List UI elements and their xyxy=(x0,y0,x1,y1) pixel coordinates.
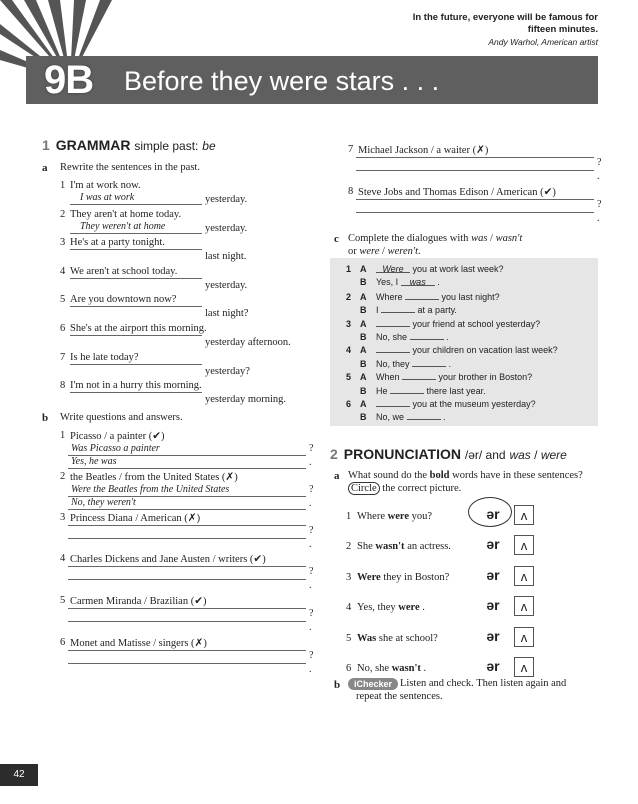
dialogue-speaker: B xyxy=(360,277,367,288)
slash: / xyxy=(379,246,388,257)
item-number: 4 xyxy=(346,602,352,614)
period: . xyxy=(418,246,421,257)
item-number: 3 xyxy=(60,237,66,249)
question-mark: ? xyxy=(309,566,314,577)
question-mark: ? xyxy=(597,199,602,210)
item-number: 8 xyxy=(60,380,66,392)
part-a-label: a xyxy=(42,162,48,174)
dialogue-blank[interactable] xyxy=(405,291,439,300)
question-field[interactable] xyxy=(356,157,594,158)
item-number: 5 xyxy=(346,632,352,644)
dialogue-text: you last night? xyxy=(441,291,500,302)
dialogue-text: No, she xyxy=(376,332,408,342)
caret-picture[interactable]: ʌ xyxy=(514,566,534,586)
question-field[interactable] xyxy=(68,566,306,567)
item-prompt: Princess Diana / American (✗) xyxy=(70,513,201,524)
answer-field[interactable] xyxy=(68,579,306,580)
bold-word: Was xyxy=(357,632,377,644)
answer-suffix: yesterday afternoon. xyxy=(205,337,291,348)
item-prompt: Are you downtown now? xyxy=(70,294,177,306)
answer-field[interactable]: No, they weren't xyxy=(68,497,306,510)
dialogue-speaker: A xyxy=(360,399,367,409)
dialogue-number: 5 xyxy=(346,372,352,383)
item-number: 3 xyxy=(346,571,352,583)
answer-suffix: yesterday. xyxy=(205,194,248,205)
caret-picture[interactable]: ʌ xyxy=(514,535,534,555)
answer-suffix: last night. xyxy=(205,251,247,263)
answer-suffix: last night? xyxy=(205,308,249,320)
question-mark: ? xyxy=(309,484,314,495)
question-mark: ? xyxy=(309,608,314,619)
answer-field[interactable]: Yes, he was xyxy=(68,456,306,469)
er-picture[interactable]: ər xyxy=(486,536,500,553)
pronunciation-sentence xyxy=(346,602,425,613)
word-were: were xyxy=(359,246,380,257)
item-prompt: Steve Jobs and Thomas Edison / American (✔) xyxy=(358,187,556,198)
slash: / xyxy=(530,448,541,462)
pron-part-b-line1: Listen and check. Then listen again and xyxy=(400,678,567,689)
dialogue-speaker: B xyxy=(360,358,367,369)
answer-suffix: yesterday morning. xyxy=(205,394,287,406)
instruction-text: words have in these sentences? xyxy=(452,470,583,481)
dialogue-text: Yes, I xyxy=(376,277,399,288)
item-number: 1 xyxy=(60,180,66,191)
bold-word: were xyxy=(398,602,420,614)
dialogue-line xyxy=(346,398,536,409)
question-mark: ? xyxy=(309,650,314,661)
instruction-text: What sound do the xyxy=(348,470,428,481)
dialogue-line xyxy=(346,371,532,382)
item-number: 6 xyxy=(346,663,352,674)
quote-author: Andy Warhol, American artist xyxy=(488,37,598,47)
dialogue-number: 2 xyxy=(346,291,352,302)
dialogue-text: . xyxy=(446,332,449,342)
answer-field[interactable] xyxy=(70,249,202,250)
quote-line-2: fifteen minutes. xyxy=(527,24,598,35)
answer-field[interactable] xyxy=(356,170,594,171)
sentence-text: . xyxy=(423,663,427,674)
bold-word: wasn't xyxy=(391,663,421,674)
question-field[interactable]: Was Picasso a painter xyxy=(68,443,306,456)
dialogue-text: When xyxy=(376,372,400,383)
item-prompt: Is he late today? xyxy=(70,351,139,363)
dialogue-line xyxy=(346,277,440,287)
item-prompt: Charles Dickens and Jane Austen / writers (✔) xyxy=(70,554,266,565)
dialogue-text: . xyxy=(448,358,452,369)
period: . xyxy=(309,622,312,633)
unit-number: 9B xyxy=(44,58,94,102)
sentence-text: No, she xyxy=(357,663,390,674)
dialogue-text: . xyxy=(437,277,440,288)
part-c-label: c xyxy=(334,233,339,245)
pronunciation-sentence xyxy=(346,633,438,644)
item-prompt: Michael Jackson / a waiter (✗) xyxy=(358,145,489,156)
dialogue-number: 4 xyxy=(346,345,352,356)
item-prompt: They aren't at home today. xyxy=(70,208,182,220)
item-number: 7 xyxy=(60,351,66,363)
dialogue-line xyxy=(346,318,540,329)
answer-field[interactable] xyxy=(356,212,594,213)
er-picture[interactable]: ər xyxy=(486,566,500,583)
answer-field[interactable] xyxy=(70,392,202,393)
dialogue-text: No, we xyxy=(376,412,405,423)
item-prompt: We aren't at school today. xyxy=(70,265,178,277)
word-or: or xyxy=(348,246,357,257)
dialogue-speaker: B xyxy=(360,385,367,396)
answer-suffix: yesterday? xyxy=(205,365,250,377)
page-number: 42 xyxy=(0,764,38,786)
item-number: 8 xyxy=(348,186,354,197)
item-prompt: Picasso / a painter (✔) xyxy=(70,431,165,442)
period: . xyxy=(309,457,312,468)
answer-field[interactable]: I was at work xyxy=(70,192,202,205)
word-were: were xyxy=(540,448,567,462)
question-mark: ? xyxy=(309,525,314,536)
dialogue-text: No, they xyxy=(376,358,410,369)
dialogue-blank[interactable] xyxy=(390,385,424,394)
ichecker-badge[interactable]: iChecker xyxy=(348,678,398,690)
dialogue-line xyxy=(346,344,558,355)
word-bold: bold xyxy=(429,470,450,481)
section-subtitle: simple past: xyxy=(134,139,199,153)
pronunciation-sentence xyxy=(346,511,432,522)
item-number: 5 xyxy=(60,595,66,606)
dialogue-number: 3 xyxy=(346,318,352,329)
word-wasnt: wasn't xyxy=(495,233,523,244)
dialogue-line xyxy=(346,264,504,274)
question-mark: ? xyxy=(597,157,602,168)
pronunciation-sentence xyxy=(346,663,426,674)
section-subtitle-be: be xyxy=(202,139,216,153)
dialogue-line xyxy=(346,291,500,302)
caret-picture[interactable]: ʌ xyxy=(514,627,534,647)
sentence-text: She xyxy=(357,541,373,553)
question-field[interactable]: Were the Beatles from the United States xyxy=(68,484,306,497)
dialogue-blank[interactable] xyxy=(376,398,410,407)
pron-part-a-instruction-2 xyxy=(348,483,461,494)
section-title: GRAMMAR xyxy=(55,137,131,153)
item-number: 2 xyxy=(60,471,66,482)
part-b-label: b xyxy=(42,412,49,424)
section-number: 1 xyxy=(42,137,50,153)
item-number: 2 xyxy=(60,208,66,220)
er-picture[interactable]: ər xyxy=(486,627,500,644)
item-number: 6 xyxy=(60,637,66,648)
dialogue-text: there last year. xyxy=(426,385,486,396)
item-prompt: the Beatles / from the United States (✗) xyxy=(70,472,238,483)
dialogue-speaker: A xyxy=(360,291,367,302)
part-a-instruction: Rewrite the sentences in the past. xyxy=(60,162,200,173)
period: . xyxy=(597,213,600,224)
period: . xyxy=(309,539,312,550)
question-field[interactable] xyxy=(68,608,306,609)
dialogue-number: 1 xyxy=(346,264,352,274)
instruction-text: the correct picture. xyxy=(379,483,462,494)
dialogue-speaker: A xyxy=(360,372,367,383)
quote-line-1: In the future, everyone will be famous for xyxy=(412,12,598,23)
item-prompt: Carmen Miranda / Brazilian (✔) xyxy=(70,596,207,607)
question-field[interactable] xyxy=(356,199,594,200)
question-field[interactable] xyxy=(68,650,306,651)
dialogue-text: your friend at school yesterday? xyxy=(412,318,541,329)
caret-picture[interactable]: ʌ xyxy=(514,657,534,677)
answer-field[interactable] xyxy=(70,335,202,336)
dialogue-speaker: B xyxy=(360,412,367,423)
quote xyxy=(413,12,598,49)
dialogue-line xyxy=(346,358,451,369)
item-number: 6 xyxy=(60,323,66,334)
sentence-text: Where xyxy=(357,511,385,522)
answer-field[interactable] xyxy=(68,538,306,539)
dialogue-blank[interactable] xyxy=(402,371,436,380)
dialogue-speaker: B xyxy=(360,305,367,316)
dialogue-speaker: A xyxy=(360,318,367,329)
dialogue-text: at a party. xyxy=(417,305,457,316)
answer-field[interactable] xyxy=(68,663,306,664)
pronunciation-heading xyxy=(330,446,567,462)
dialogue-text: I xyxy=(376,305,379,316)
item-prompt: I'm not in a hurry this morning. xyxy=(70,380,202,392)
answer-field[interactable]: They weren't at home xyxy=(70,221,202,234)
pron-part-a-label: a xyxy=(334,470,340,482)
dialogue-blank[interactable] xyxy=(412,358,446,367)
question-field[interactable] xyxy=(68,525,306,526)
item-number: 1 xyxy=(346,511,352,522)
item-number: 4 xyxy=(60,553,66,564)
answer-suffix: yesterday. xyxy=(205,222,248,234)
er-picture[interactable]: ər xyxy=(486,658,500,674)
period: . xyxy=(597,171,600,182)
pron-part-a-instruction xyxy=(348,470,583,481)
circle-word: Circle xyxy=(348,482,380,495)
page-title: Before they were stars . . . xyxy=(124,66,440,96)
dialogue-speaker: A xyxy=(360,345,367,356)
dialogue-text: . xyxy=(443,412,446,423)
answer-suffix: yesterday. xyxy=(205,279,248,291)
part-c-text: Complete the dialogues with xyxy=(348,233,469,244)
grammar-heading xyxy=(42,137,216,153)
slash: / xyxy=(487,233,496,244)
pron-part-b-line2: repeat the sentences. xyxy=(356,691,443,702)
er-picture[interactable]: ər xyxy=(486,597,500,614)
dialogue-text: He xyxy=(376,385,388,396)
caret-picture[interactable]: ʌ xyxy=(514,505,534,525)
caret-picture[interactable]: ʌ xyxy=(514,596,534,616)
word-was: was xyxy=(509,448,531,462)
word-was: was xyxy=(471,233,488,244)
item-number: 5 xyxy=(60,294,66,306)
dialogue-blank[interactable]: Were xyxy=(376,264,410,273)
section-title: PRONUNCIATION xyxy=(343,446,461,462)
item-number: 2 xyxy=(346,541,352,553)
dialogue-text: Where xyxy=(376,291,403,302)
sentence-text: . xyxy=(422,602,425,614)
part-c-instruction-line1 xyxy=(348,233,522,244)
dialogue-speaker: A xyxy=(360,264,367,274)
dialogue-blank[interactable]: was xyxy=(401,277,435,286)
item-prompt: I'm at work now. xyxy=(70,180,141,191)
answer-circle xyxy=(468,497,512,527)
answer-field[interactable] xyxy=(70,364,202,365)
pron-part-b-label: b xyxy=(334,679,341,691)
answer-field[interactable] xyxy=(68,621,306,622)
dialogue-text: your children on vacation last week? xyxy=(412,345,558,356)
period: . xyxy=(309,498,312,509)
pronunciation-sentence xyxy=(346,541,451,552)
section-subtitle: /ər/ and xyxy=(464,448,506,462)
item-prompt: She's at the airport this morning. xyxy=(70,323,207,334)
item-prompt: Monet and Matisse / singers (✗) xyxy=(70,638,207,649)
sentence-text: Yes, they xyxy=(357,602,396,614)
dialogue-blank[interactable] xyxy=(376,318,410,327)
dialogue-text: you at work last week? xyxy=(412,264,504,274)
bold-word: were xyxy=(387,511,409,522)
sentence-text: they in Boston? xyxy=(383,571,450,583)
pronunciation-sentence xyxy=(346,572,449,583)
dialogue-blank[interactable] xyxy=(376,344,410,353)
item-number: 3 xyxy=(60,512,66,523)
word-werent: weren't xyxy=(387,246,419,257)
period: . xyxy=(309,664,312,675)
dialogue-line xyxy=(346,331,449,342)
answer-field[interactable] xyxy=(70,306,202,307)
er-picture[interactable]: ər xyxy=(486,506,500,522)
sentence-text: you? xyxy=(411,511,433,522)
sentence-text: an actress. xyxy=(407,541,451,553)
part-b-instruction: Write questions and answers. xyxy=(60,412,183,423)
dialogue-number: 6 xyxy=(346,399,352,409)
question-mark: ? xyxy=(309,443,314,454)
dialogue-blank[interactable] xyxy=(410,331,444,340)
dialogue-line xyxy=(346,304,457,315)
dialogue-line xyxy=(346,411,446,422)
dialogue-line xyxy=(346,385,486,396)
bold-word: Were xyxy=(357,571,381,583)
period: . xyxy=(309,580,312,591)
dialogue-blank[interactable] xyxy=(407,411,441,420)
dialogue-text: your brother in Boston? xyxy=(438,372,533,383)
answer-field[interactable] xyxy=(70,278,202,279)
item-prompt: He's at a party tonight. xyxy=(70,237,165,249)
dialogue-speaker: B xyxy=(360,332,367,342)
sentence-text: she at school? xyxy=(378,632,438,644)
section-number: 2 xyxy=(330,446,338,462)
item-number: 7 xyxy=(348,144,354,155)
dialogue-blank[interactable] xyxy=(381,304,415,313)
bold-word: wasn't xyxy=(375,541,405,553)
part-c-instruction-line2 xyxy=(348,246,421,257)
item-number: 4 xyxy=(60,265,66,277)
dialogue-text: you at the museum yesterday? xyxy=(412,399,536,409)
item-number: 1 xyxy=(60,430,66,441)
